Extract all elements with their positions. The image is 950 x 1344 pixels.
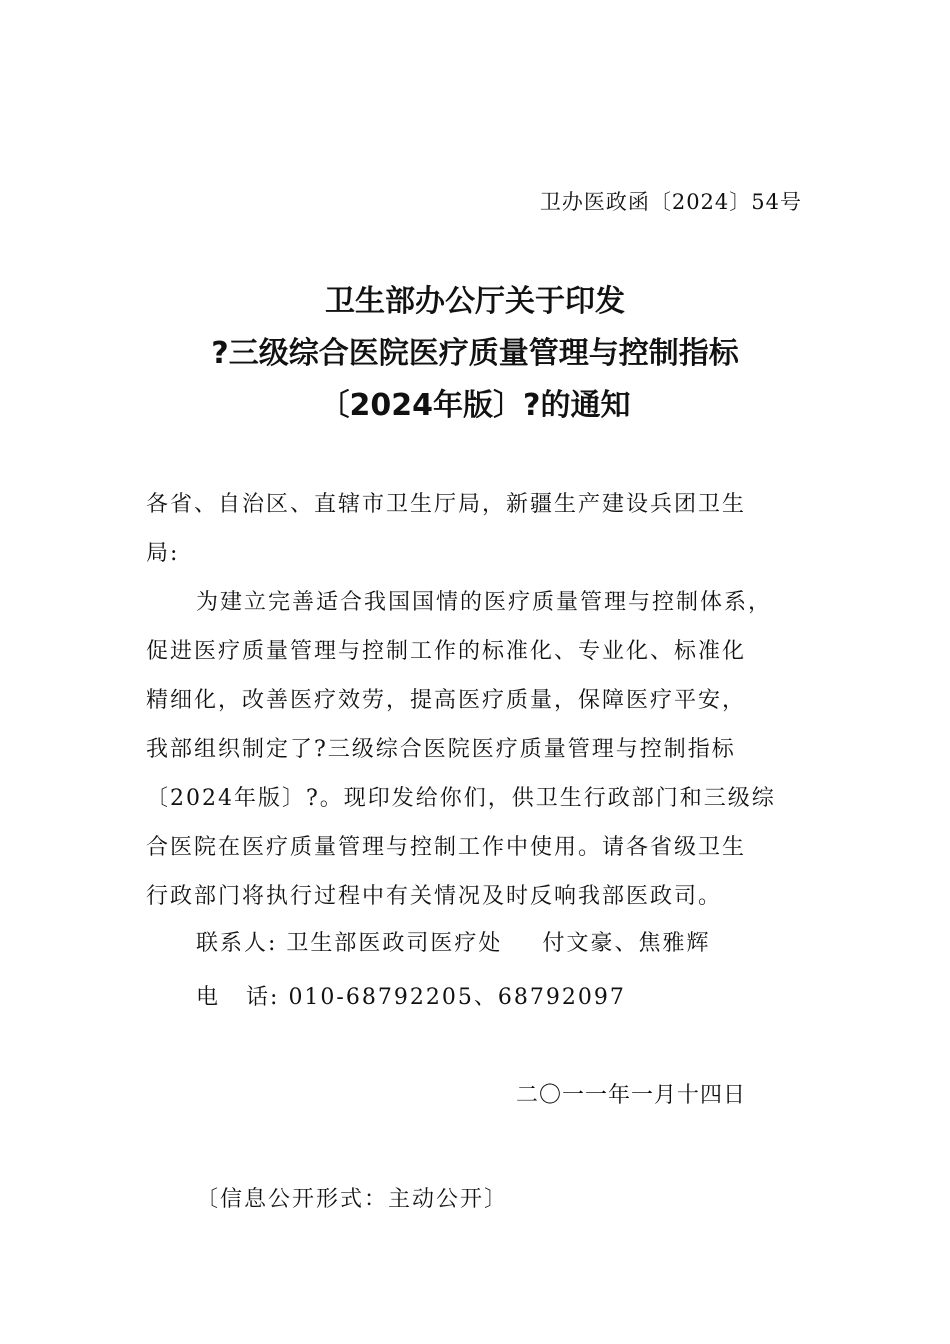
body-line-3: 精细化，改善医疗效劳，提高医疗质量，保障医疗平安， [146,688,747,713]
title-line-1: 卫生部办公厅关于印发 [325,284,625,319]
contact-label: 联系人: [196,931,278,956]
contact-line [196,926,710,957]
body-line-6: 合医院在医疗质量管理与控制工作中使用。请各省级卫生 [146,835,747,860]
contact-department: 卫生部医政司医疗处 [286,931,503,956]
disclosure-form: 〔信息公开形式：主动公开〕 [196,1187,509,1212]
phone-label-1: 电 [196,985,221,1010]
body-line-5: 〔2024年版〕?。现印发给你们，供卫生行政部门和三级综 [146,786,776,811]
salutation-line-2: 局: [146,541,180,566]
phone-label-2: 话: [246,985,280,1010]
title-line-3: 〔2024年版〕?的通知 [319,388,631,423]
body-line-1: 为建立完善适合我国国情的医疗质量管理与控制体系， [196,590,773,615]
document-body [146,480,806,921]
phone-numbers: 010-68792205、68792097 [288,985,626,1010]
body-line-2: 促进医疗质量管理与控制工作的标准化、专业化、标准化 [146,639,747,664]
body-line-7: 行政部门将执行过程中有关情况及时反响我部医政司。 [146,884,723,909]
contact-persons: 付文豪、焦雅辉 [542,931,711,956]
phone-line [196,980,626,1011]
document-number: 卫办医政函〔2024〕54号 [539,190,802,214]
issue-date: 二〇一一年一月十四日 [516,1083,747,1108]
salutation-line-1: 各省、自治区、直辖市卫生厅局，新疆生产建设兵团卫生 [146,492,747,517]
body-line-4: 我部组织制定了?三级综合医院医疗质量管理与控制指标 [146,737,736,762]
title-line-2: ?三级综合医院医疗质量管理与控制指标 [211,336,739,371]
document-title [0,276,950,432]
